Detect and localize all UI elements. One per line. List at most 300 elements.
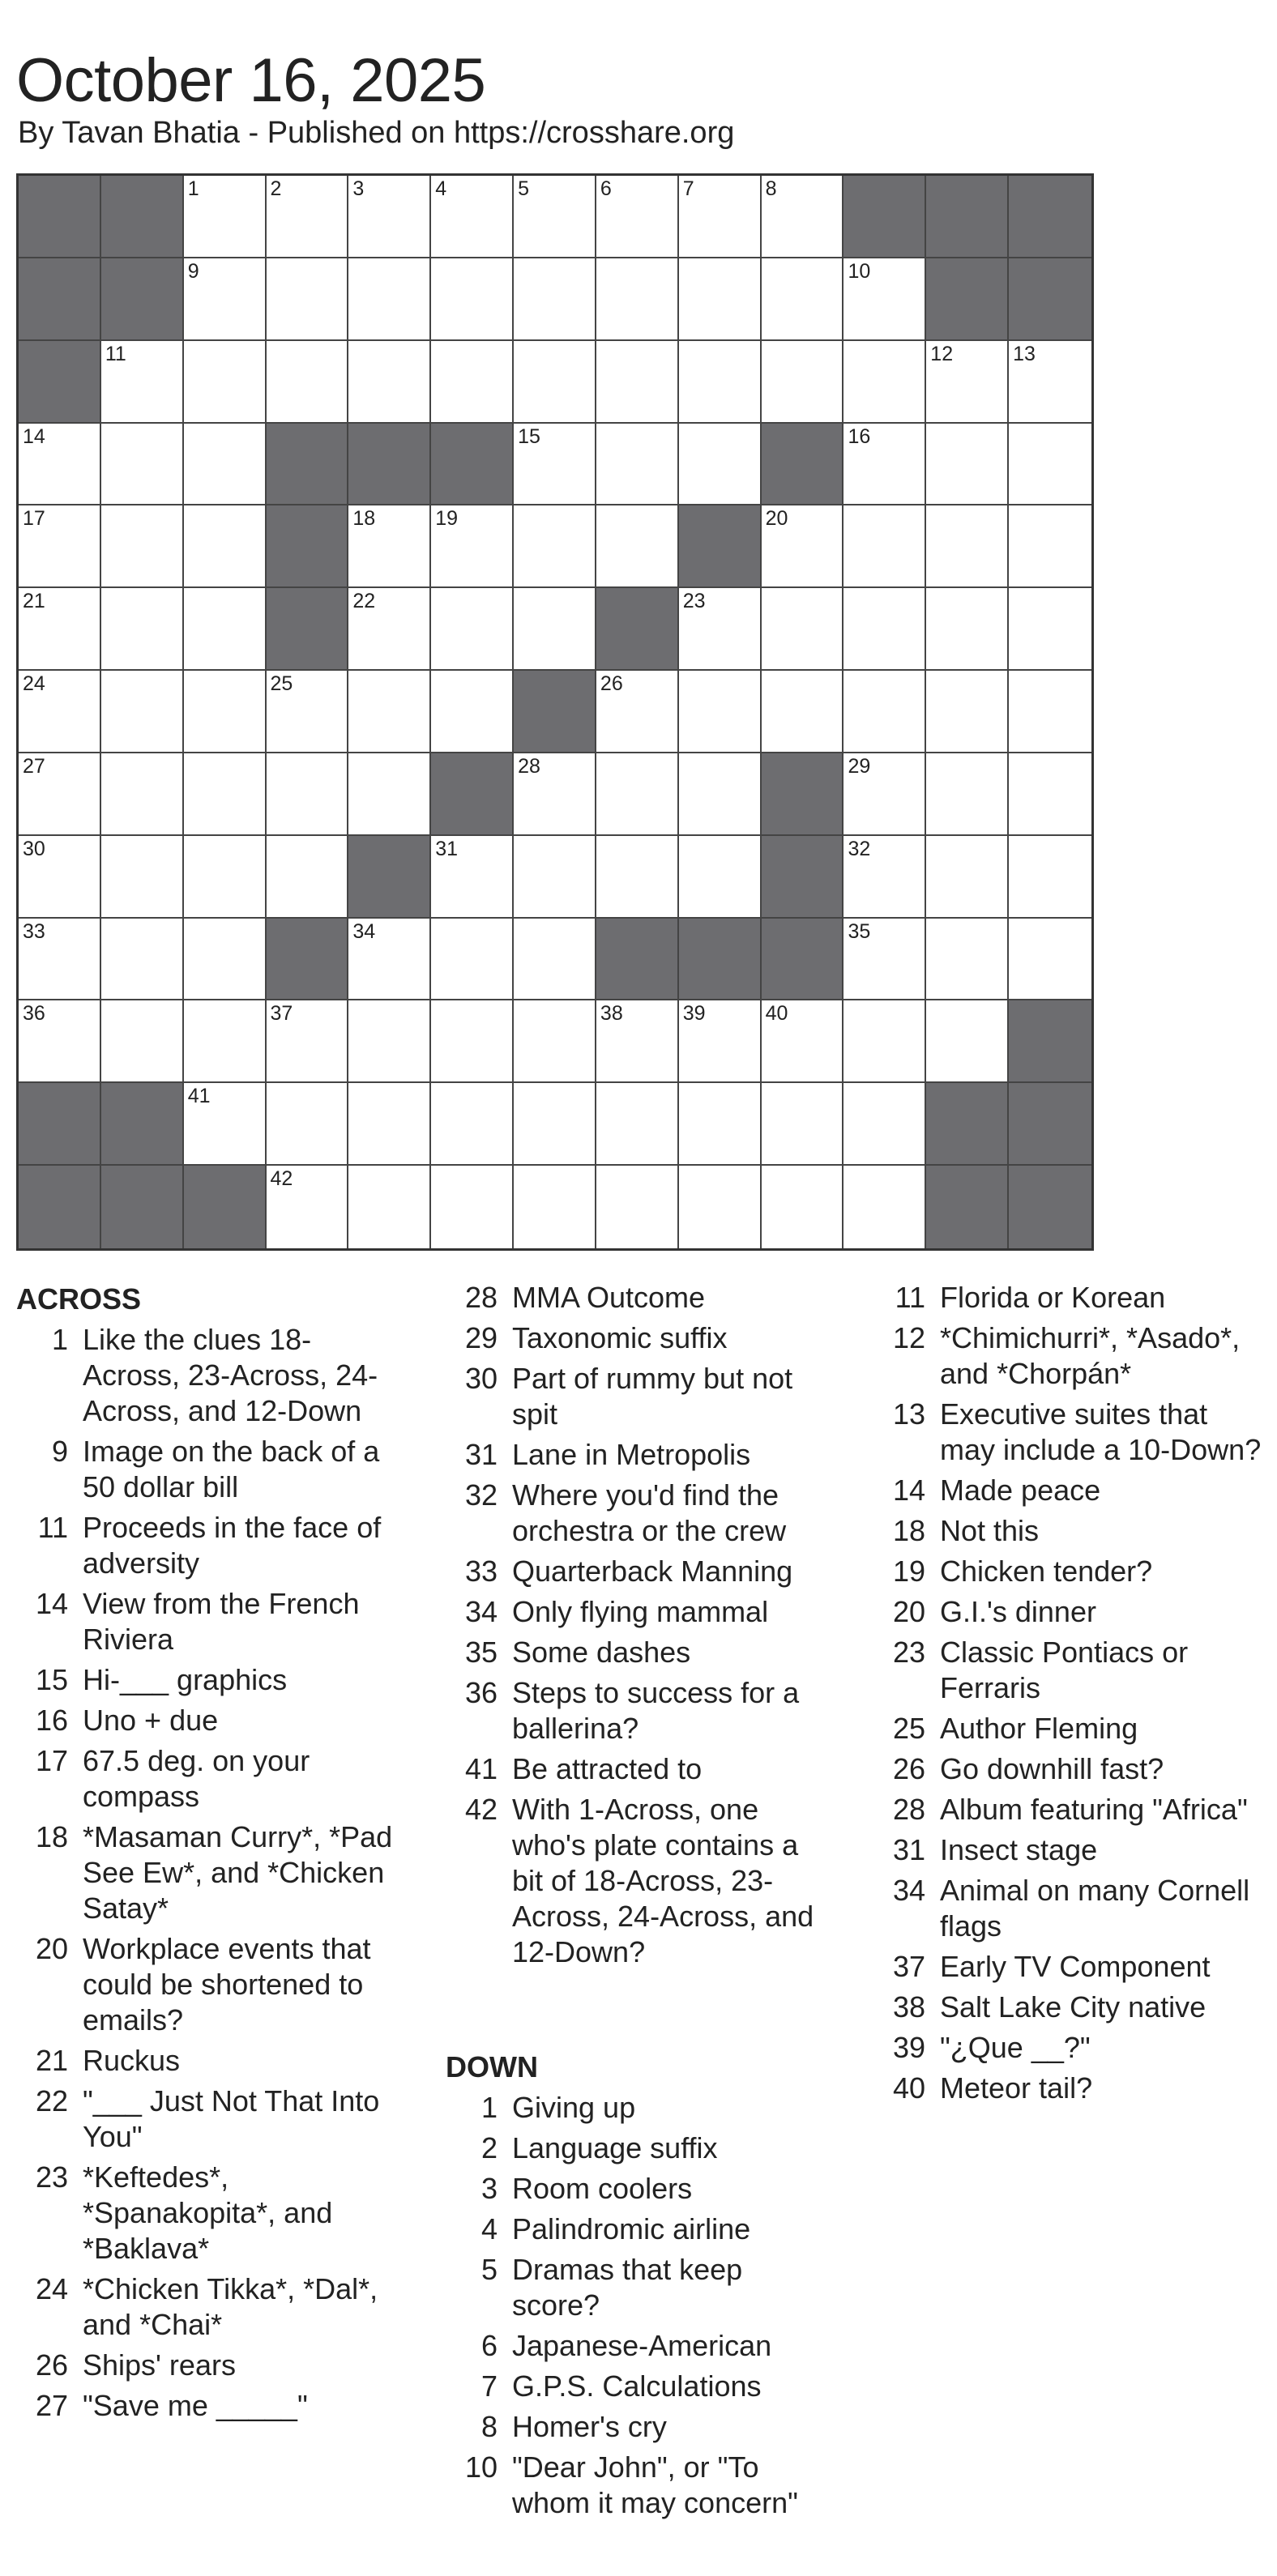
grid-cell[interactable]	[431, 176, 514, 258]
grid-cell[interactable]	[679, 176, 762, 258]
cell-number: 28	[518, 754, 540, 778]
grid-cell[interactable]	[514, 424, 596, 506]
across-clue[interactable]	[16, 2388, 397, 2424]
grid-cell[interactable]	[101, 919, 184, 1001]
grid-cell[interactable]	[267, 341, 349, 424]
grid-cell[interactable]	[348, 176, 431, 258]
grid-cell[interactable]	[267, 258, 349, 341]
grid-cell[interactable]	[596, 505, 679, 588]
grid-cell[interactable]	[19, 424, 101, 506]
cell-number: 18	[352, 507, 376, 531]
across-clue[interactable]	[16, 1662, 397, 1698]
clue-text: Palindromic airline	[512, 2212, 751, 2245]
clue-text: Chicken tender?	[940, 1555, 1153, 1588]
clue-number: 9	[51, 1435, 68, 1468]
down-clue[interactable]	[446, 2090, 826, 2126]
grid-cell[interactable]	[267, 1083, 349, 1166]
grid-cell[interactable]	[267, 753, 349, 836]
grid-cell[interactable]	[267, 836, 349, 919]
grid-cell[interactable]	[348, 341, 431, 424]
clue-number: 2	[480, 2131, 498, 2164]
across-clue[interactable]	[446, 1478, 826, 1549]
across-clue[interactable]	[16, 2348, 397, 2383]
across-clue[interactable]	[446, 1437, 826, 1473]
clue-number: 21	[35, 2044, 68, 2077]
grid-cell[interactable]	[679, 424, 762, 506]
grid-cell[interactable]	[844, 1166, 926, 1248]
across-clue[interactable]	[16, 1586, 397, 1657]
grid-cell[interactable]	[184, 588, 267, 671]
cell-number: 33	[23, 919, 45, 943]
cell-number: 1	[187, 177, 199, 200]
grid-cell[interactable]	[844, 753, 926, 836]
grid-cell[interactable]	[926, 1000, 1009, 1083]
block-cell	[184, 1166, 267, 1248]
clue-text: Made peace	[940, 1474, 1101, 1507]
grid-cell[interactable]	[101, 424, 184, 506]
clue-text: Album featuring "Africa"	[940, 1793, 1248, 1826]
clue-text: Proceeds in the face of adversity	[83, 1511, 382, 1580]
block-cell	[431, 424, 514, 506]
clue-text: 67.5 deg. on your compass	[83, 1744, 310, 1813]
across-clue[interactable]	[16, 1434, 397, 1505]
block-cell	[431, 753, 514, 836]
grid-cell[interactable]	[762, 588, 844, 671]
block-cell	[1009, 1000, 1091, 1083]
down-clue[interactable]	[873, 1832, 1262, 1868]
grid-cell[interactable]	[184, 176, 267, 258]
down-clue[interactable]	[873, 1635, 1262, 1706]
grid-cell[interactable]	[926, 836, 1009, 919]
grid-cell[interactable]	[844, 588, 926, 671]
across-clue[interactable]	[16, 2271, 397, 2343]
cell-number: 31	[435, 837, 459, 860]
clue-text: G.P.S. Calculations	[512, 2369, 762, 2403]
clue-number: 28	[892, 1793, 925, 1826]
grid-cell[interactable]	[514, 1000, 596, 1083]
cell-number: 3	[352, 177, 365, 200]
across-clue[interactable]	[446, 1554, 826, 1589]
clue-number: 28	[464, 1281, 498, 1314]
block-cell	[267, 919, 349, 1001]
crossword-grid[interactable]	[16, 173, 1094, 1251]
cell-number: 14	[23, 424, 45, 448]
grid-cell[interactable]	[762, 1083, 844, 1166]
grid-cell[interactable]	[19, 1000, 101, 1083]
across-clue[interactable]	[446, 1751, 826, 1787]
clues-column-3	[873, 1280, 1262, 2111]
grid-cell[interactable]	[596, 176, 679, 258]
grid-cell[interactable]	[101, 836, 184, 919]
grid-cell[interactable]	[101, 671, 184, 753]
block-cell	[1009, 1166, 1091, 1248]
grid-cell[interactable]	[596, 1166, 679, 1248]
cell-number: 6	[600, 177, 612, 200]
clue-text: Quarterback Manning	[512, 1555, 793, 1588]
grid-cell[interactable]	[762, 505, 844, 588]
clue-text: Executive suites that may include a 10-Down?	[940, 1397, 1262, 1466]
block-cell	[679, 919, 762, 1001]
grid-cell[interactable]	[844, 1083, 926, 1166]
grid-cell[interactable]	[679, 1166, 762, 1248]
clue-text: Be attracted to	[512, 1752, 703, 1785]
clue-number: 7	[480, 2369, 498, 2403]
clues-column-1	[16, 1280, 397, 2429]
cell-number: 42	[270, 1167, 293, 1191]
clue-text: Animal on many Cornell flags	[940, 1874, 1250, 1943]
down-clue[interactable]	[446, 2130, 826, 2166]
grid-cell[interactable]	[514, 1083, 596, 1166]
clue-number: 26	[35, 2348, 68, 2382]
clue-text: Steps to success for a ballerina?	[512, 1676, 800, 1745]
grid-cell[interactable]	[19, 919, 101, 1001]
cell-number: 12	[930, 342, 954, 365]
grid-cell[interactable]	[514, 919, 596, 1001]
grid-cell[interactable]	[1009, 505, 1091, 588]
across-clue[interactable]	[446, 1361, 826, 1432]
clue-number: 15	[35, 1663, 68, 1696]
clue-text: "¿Que __?"	[940, 2031, 1091, 2064]
down-clue[interactable]	[873, 1949, 1262, 1985]
grid-cell[interactable]	[101, 588, 184, 671]
grid-cell[interactable]	[348, 258, 431, 341]
cell-number: 39	[682, 1002, 706, 1026]
byline: By Tavan Bhatia - Published on https://crosshare.org	[18, 116, 735, 150]
clue-text: View from the French Riviera	[83, 1587, 360, 1656]
grid-cell[interactable]	[19, 753, 101, 836]
grid-cell[interactable]	[514, 588, 596, 671]
grid-cell[interactable]	[19, 588, 101, 671]
clue-text: Homer's cry	[512, 2410, 667, 2443]
clue-text: Ships' rears	[83, 2348, 236, 2382]
clue-number: 39	[892, 2031, 925, 2064]
across-clue[interactable]	[16, 1322, 397, 1429]
across-clue[interactable]	[16, 1703, 397, 1738]
clue-number: 31	[464, 1438, 498, 1471]
down-clue[interactable]	[873, 1711, 1262, 1746]
grid-cell[interactable]	[101, 505, 184, 588]
block-cell	[267, 588, 349, 671]
grid-cell[interactable]	[431, 341, 514, 424]
grid-cell[interactable]	[514, 836, 596, 919]
grid-cell[interactable]	[431, 836, 514, 919]
grid-cell[interactable]	[844, 671, 926, 753]
grid-cell[interactable]	[926, 424, 1009, 506]
grid-cell[interactable]	[514, 1166, 596, 1248]
clue-text: Taxonomic suffix	[512, 1321, 728, 1354]
grid-cell[interactable]	[844, 258, 926, 341]
grid-cell[interactable]	[844, 836, 926, 919]
clue-text: Hi-___ graphics	[83, 1663, 288, 1696]
clue-text: Japanese-American	[512, 2329, 772, 2362]
block-cell	[267, 424, 349, 506]
grid-cell[interactable]	[348, 1083, 431, 1166]
grid-cell[interactable]	[679, 671, 762, 753]
down-clue[interactable]	[873, 2071, 1262, 2106]
grid-cell[interactable]	[431, 505, 514, 588]
grid-cell[interactable]	[348, 1000, 431, 1083]
clue-number: 38	[892, 1990, 925, 2024]
block-cell	[348, 836, 431, 919]
across-clue[interactable]	[16, 2083, 397, 2155]
grid-cell[interactable]	[184, 341, 267, 424]
grid-cell[interactable]	[1009, 919, 1091, 1001]
grid-cell[interactable]	[19, 836, 101, 919]
clue-number: 11	[37, 1511, 68, 1544]
grid-cell[interactable]	[679, 1000, 762, 1083]
clue-text: *Chicken Tikka*, *Dal*, and *Chai*	[83, 2272, 378, 2341]
grid-cell[interactable]	[926, 505, 1009, 588]
down-clue[interactable]	[873, 1280, 1262, 1316]
down-clue[interactable]	[873, 1397, 1262, 1468]
cell-number: 19	[435, 507, 459, 531]
grid-cell[interactable]	[19, 671, 101, 753]
grid-cell[interactable]	[926, 341, 1009, 424]
grid-cell[interactable]	[514, 176, 596, 258]
cell-number: 36	[23, 1002, 45, 1026]
clue-number: 37	[892, 1950, 925, 1983]
grid-cell[interactable]	[19, 505, 101, 588]
clue-number: 8	[480, 2410, 498, 2443]
across-clue[interactable]	[16, 1510, 397, 1581]
clue-text: Ruckus	[83, 2044, 181, 2077]
grid-cell[interactable]	[762, 1000, 844, 1083]
block-cell	[101, 1166, 184, 1248]
grid-cell[interactable]	[1009, 341, 1091, 424]
cell-number: 29	[848, 754, 871, 778]
down-clue[interactable]	[446, 2211, 826, 2247]
across-clue[interactable]	[446, 1280, 826, 1316]
grid-cell[interactable]	[596, 671, 679, 753]
block-cell	[1009, 176, 1091, 258]
grid-cell[interactable]	[184, 836, 267, 919]
grid-cell[interactable]	[101, 1000, 184, 1083]
block-cell	[348, 424, 431, 506]
clue-text: *Keftedes*, *Spanakopita*, and *Baklava*	[83, 2160, 333, 2265]
clue-number: 29	[464, 1321, 498, 1354]
clue-number: 6	[480, 2329, 498, 2362]
cell-number: 20	[765, 507, 788, 531]
grid-cell[interactable]	[596, 1000, 679, 1083]
clue-text: Meteor tail?	[940, 2071, 1093, 2105]
down-clue[interactable]	[873, 1320, 1262, 1392]
grid-cell[interactable]	[184, 1083, 267, 1166]
clue-text: Like the clues 18-Across, 23-Across, 24-Across, and 12-Down	[83, 1323, 378, 1427]
clue-number: 17	[35, 1744, 68, 1777]
cell-number: 9	[187, 259, 199, 283]
clue-number: 18	[35, 1820, 68, 1853]
grid-cell[interactable]	[1009, 836, 1091, 919]
grid-cell[interactable]	[348, 1166, 431, 1248]
clue-number: 20	[35, 1932, 68, 1965]
clue-text: Salt Lake City native	[940, 1990, 1207, 2024]
grid-cell[interactable]	[184, 753, 267, 836]
clue-text: Language suffix	[512, 2131, 718, 2164]
grid-cell[interactable]	[679, 341, 762, 424]
grid-cell[interactable]	[101, 341, 184, 424]
clue-text: Part of rummy but not spit	[512, 1362, 793, 1431]
across-clue[interactable]	[446, 1594, 826, 1630]
grid-cell[interactable]	[762, 341, 844, 424]
clue-number: 40	[892, 2071, 925, 2105]
grid-cell[interactable]	[926, 919, 1009, 1001]
block-cell	[926, 258, 1009, 341]
clue-number: 19	[892, 1555, 925, 1588]
grid-cell[interactable]	[431, 919, 514, 1001]
down-clue[interactable]	[873, 1594, 1262, 1630]
block-cell	[762, 836, 844, 919]
down-clue[interactable]	[446, 2252, 826, 2323]
block-cell	[762, 753, 844, 836]
grid-cell[interactable]	[679, 1083, 762, 1166]
across-clue[interactable]	[16, 1743, 397, 1815]
grid-cell[interactable]	[514, 258, 596, 341]
cell-number: 7	[682, 177, 694, 200]
grid-cell[interactable]	[762, 258, 844, 341]
grid-cell[interactable]	[184, 505, 267, 588]
across-clue[interactable]	[446, 1635, 826, 1670]
grid-cell[interactable]	[844, 1000, 926, 1083]
grid-cell[interactable]	[679, 588, 762, 671]
grid-cell[interactable]	[348, 671, 431, 753]
grid-cell[interactable]	[762, 176, 844, 258]
grid-cell[interactable]	[267, 176, 349, 258]
clue-number: 34	[464, 1595, 498, 1628]
grid-cell[interactable]	[926, 671, 1009, 753]
grid-cell[interactable]	[844, 919, 926, 1001]
clue-text: "___ Just Not That Into You"	[83, 2084, 380, 2153]
grid-cell[interactable]	[514, 753, 596, 836]
clue-number: 31	[892, 1833, 925, 1866]
clue-text: Early TV Component	[940, 1950, 1211, 1983]
grid-cell[interactable]	[431, 1000, 514, 1083]
block-cell	[762, 424, 844, 506]
grid-cell[interactable]	[596, 341, 679, 424]
across-clue[interactable]	[446, 1792, 826, 1970]
grid-cell[interactable]	[431, 1083, 514, 1166]
grid-cell[interactable]	[348, 588, 431, 671]
block-cell	[926, 1166, 1009, 1248]
grid-cell[interactable]	[184, 258, 267, 341]
cell-number: 10	[848, 259, 871, 283]
grid-cell[interactable]	[348, 505, 431, 588]
grid-cell[interactable]	[184, 919, 267, 1001]
grid-cell[interactable]	[1009, 424, 1091, 506]
clue-text: Dramas that keep score?	[512, 2253, 743, 2322]
grid-cell[interactable]	[596, 753, 679, 836]
block-cell	[19, 1083, 101, 1166]
grid-cell[interactable]	[762, 1166, 844, 1248]
grid-cell[interactable]	[1009, 588, 1091, 671]
down-clue[interactable]	[446, 2328, 826, 2364]
block-cell	[19, 176, 101, 258]
clue-text: Classic Pontiacs or Ferraris	[940, 1636, 1189, 1704]
grid-cell[interactable]	[184, 1000, 267, 1083]
grid-cell[interactable]	[184, 424, 267, 506]
grid-cell[interactable]	[844, 424, 926, 506]
across-clue[interactable]	[446, 1320, 826, 1356]
down-clue[interactable]	[873, 1990, 1262, 2025]
down-clue[interactable]	[446, 2369, 826, 2404]
grid-cell[interactable]	[514, 341, 596, 424]
cell-number: 30	[23, 837, 45, 860]
grid-cell[interactable]	[431, 258, 514, 341]
clue-number: 22	[35, 2084, 68, 2118]
grid-cell[interactable]	[762, 671, 844, 753]
across-clue[interactable]	[16, 1931, 397, 2038]
clue-text: Workplace events that could be shortened to emails?	[83, 1932, 371, 2036]
cell-number: 41	[187, 1085, 211, 1108]
down-clue[interactable]	[873, 1751, 1262, 1787]
grid-cell[interactable]	[267, 671, 349, 753]
grid-cell[interactable]	[267, 1000, 349, 1083]
grid-cell[interactable]	[844, 341, 926, 424]
down-clue[interactable]	[446, 2450, 826, 2521]
clue-number: 23	[35, 2160, 68, 2194]
cell-number: 35	[848, 919, 871, 943]
cell-number: 8	[765, 177, 777, 200]
grid-cell[interactable]	[431, 1166, 514, 1248]
block-cell	[926, 1083, 1009, 1166]
clue-text: G.I.'s dinner	[940, 1595, 1096, 1628]
block-cell	[596, 919, 679, 1001]
grid-cell[interactable]	[348, 753, 431, 836]
grid-cell[interactable]	[101, 753, 184, 836]
clue-text: *Masaman Curry*, *Pad See Ew*, and *Chicken Satay*	[83, 1820, 393, 1925]
across-clue[interactable]	[16, 2043, 397, 2079]
cell-number: 32	[848, 837, 871, 860]
across-clue[interactable]	[446, 1675, 826, 1746]
clue-text: Some dashes	[512, 1636, 691, 1669]
grid-cell[interactable]	[844, 505, 926, 588]
grid-cell[interactable]	[431, 671, 514, 753]
down-clue[interactable]	[873, 2030, 1262, 2066]
grid-cell[interactable]	[1009, 753, 1091, 836]
grid-cell[interactable]	[267, 1166, 349, 1248]
grid-cell[interactable]	[1009, 671, 1091, 753]
across-clue[interactable]	[16, 1819, 397, 1926]
clue-text: Author Fleming	[940, 1712, 1138, 1745]
down-clue[interactable]	[873, 1792, 1262, 1828]
block-cell	[101, 258, 184, 341]
grid-cell[interactable]	[348, 919, 431, 1001]
grid-cell[interactable]	[596, 1083, 679, 1166]
down-heading: DOWN	[446, 2050, 538, 2083]
down-clue[interactable]	[446, 2171, 826, 2207]
grid-cell[interactable]	[596, 424, 679, 506]
down-clue[interactable]	[446, 2409, 826, 2445]
grid-cell[interactable]	[679, 753, 762, 836]
grid-cell[interactable]	[514, 505, 596, 588]
clue-text: Only flying mammal	[512, 1595, 769, 1628]
grid-cell[interactable]	[596, 258, 679, 341]
grid-cell[interactable]	[184, 671, 267, 753]
down-clue[interactable]	[873, 1513, 1262, 1549]
grid-cell[interactable]	[431, 588, 514, 671]
block-cell	[19, 1166, 101, 1248]
grid-cell[interactable]	[679, 836, 762, 919]
clue-text: "Dear John", or "To whom it may concern"	[512, 2450, 798, 2519]
grid-cell[interactable]	[926, 753, 1009, 836]
down-clue[interactable]	[873, 1554, 1262, 1589]
grid-cell[interactable]	[596, 836, 679, 919]
grid-cell[interactable]	[926, 588, 1009, 671]
cell-number: 21	[23, 590, 45, 613]
grid-cell[interactable]	[679, 258, 762, 341]
across-clue[interactable]	[16, 2160, 397, 2267]
down-clue[interactable]	[873, 1873, 1262, 1944]
down-clue[interactable]	[873, 1473, 1262, 1508]
